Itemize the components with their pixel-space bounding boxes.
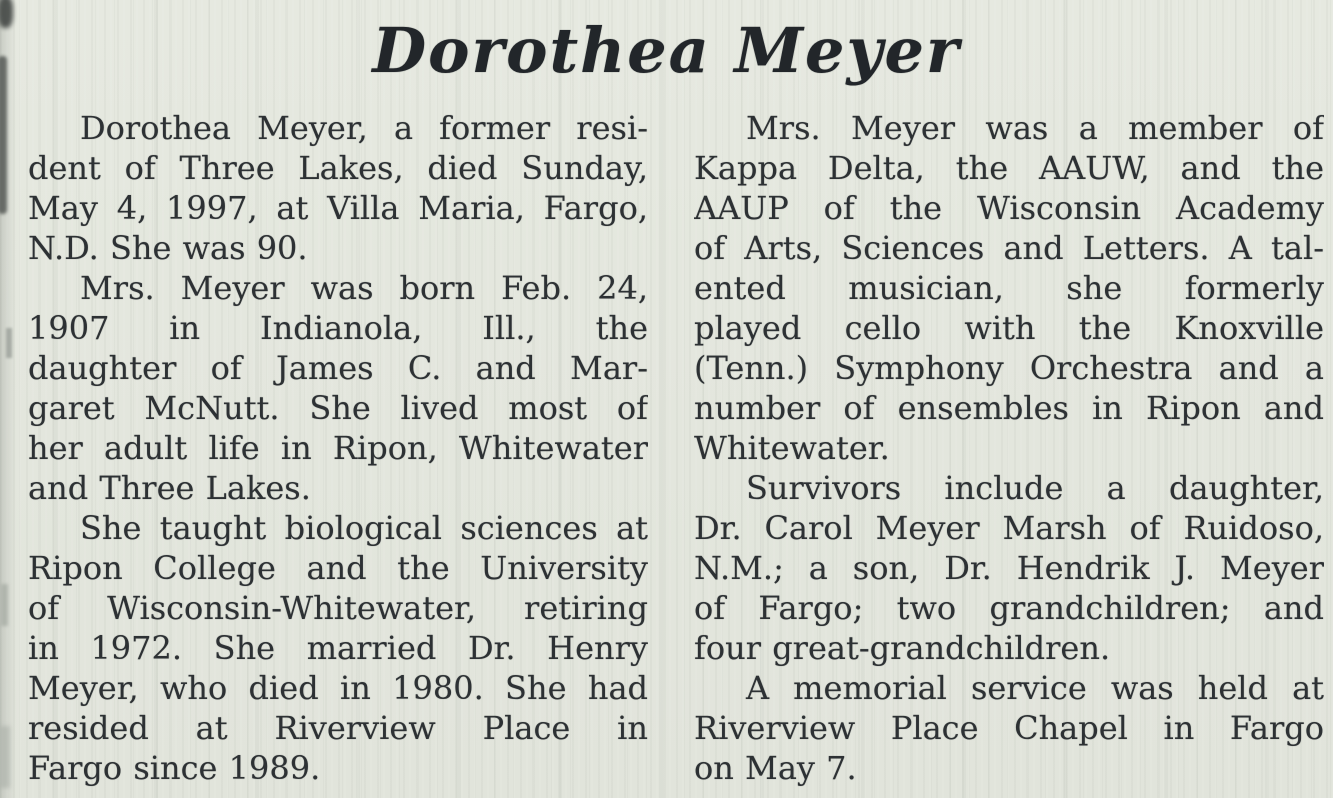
text-line: A memorial service was held at xyxy=(746,669,1324,707)
text-line: ented musician, she formerly xyxy=(694,269,1324,307)
text-line: in 1972. She married Dr. Henry xyxy=(28,629,648,667)
text-line: Mrs. Meyer was a member of xyxy=(746,109,1324,147)
text-line: garet McNutt. She lived most of xyxy=(28,389,648,427)
text-line: daughter of James C. and Mar- xyxy=(28,349,648,387)
column-right xyxy=(694,108,1324,788)
text-line: Riverview Place Chapel in Fargo xyxy=(694,709,1324,747)
text-line: Dr. Carol Meyer Marsh of Ruidoso, xyxy=(694,509,1324,547)
text-line: Dorothea Meyer, a former resi- xyxy=(80,109,648,147)
text-line: Survivors include a daughter, xyxy=(746,469,1324,507)
text-line: and Three Lakes. xyxy=(28,469,311,507)
text-line: Ripon College and the University xyxy=(28,549,648,587)
text-line: her adult life in Ripon, Whitewater xyxy=(28,429,648,467)
text-line: on May 7. xyxy=(694,749,857,787)
text-line: May 4, 1997, at Villa Maria, Fargo, xyxy=(28,189,648,227)
obituary-title: Dorothea Meyer xyxy=(372,14,961,87)
text-line: N.D. She was 90. xyxy=(28,229,308,267)
text-line: four great-grandchildren. xyxy=(694,629,1111,667)
text-line: N.M.; a son, Dr. Hendrik J. Meyer xyxy=(694,549,1324,587)
text-line: of Wisconsin-Whitewater, retiring xyxy=(28,589,648,627)
text-line: Mrs. Meyer was born Feb. 24, xyxy=(80,269,648,307)
text-line: Kappa Delta, the AAUW, and the xyxy=(694,149,1324,187)
text-line: number of ensembles in Ripon and xyxy=(694,389,1324,427)
text-line: Fargo since 1989. xyxy=(28,749,321,787)
scan-edge-shadow xyxy=(0,0,16,798)
scan-smudge xyxy=(6,328,12,358)
text-line: 1907 in Indianola, Ill., the xyxy=(28,309,648,347)
scan-smudge xyxy=(0,726,10,788)
text-line: of Fargo; two grandchildren; and xyxy=(694,589,1324,627)
text-line: resided at Riverview Place in xyxy=(28,709,648,747)
scan-smudge xyxy=(1,584,8,626)
text-line: AAUP of the Wisconsin Academy xyxy=(694,189,1324,227)
text-line: She taught biological sciences at xyxy=(80,509,648,547)
text-line: Whitewater. xyxy=(694,429,890,467)
text-line: of Arts, Sciences and Letters. A tal- xyxy=(694,229,1324,267)
text-line: played cello with the Knoxville xyxy=(694,309,1324,347)
text-line: dent of Three Lakes, died Sunday, xyxy=(28,149,648,187)
text-line: (Tenn.) Symphony Orchestra and a xyxy=(694,349,1324,387)
column-left xyxy=(28,108,648,788)
text-line: Meyer, who died in 1980. She had xyxy=(28,669,648,707)
